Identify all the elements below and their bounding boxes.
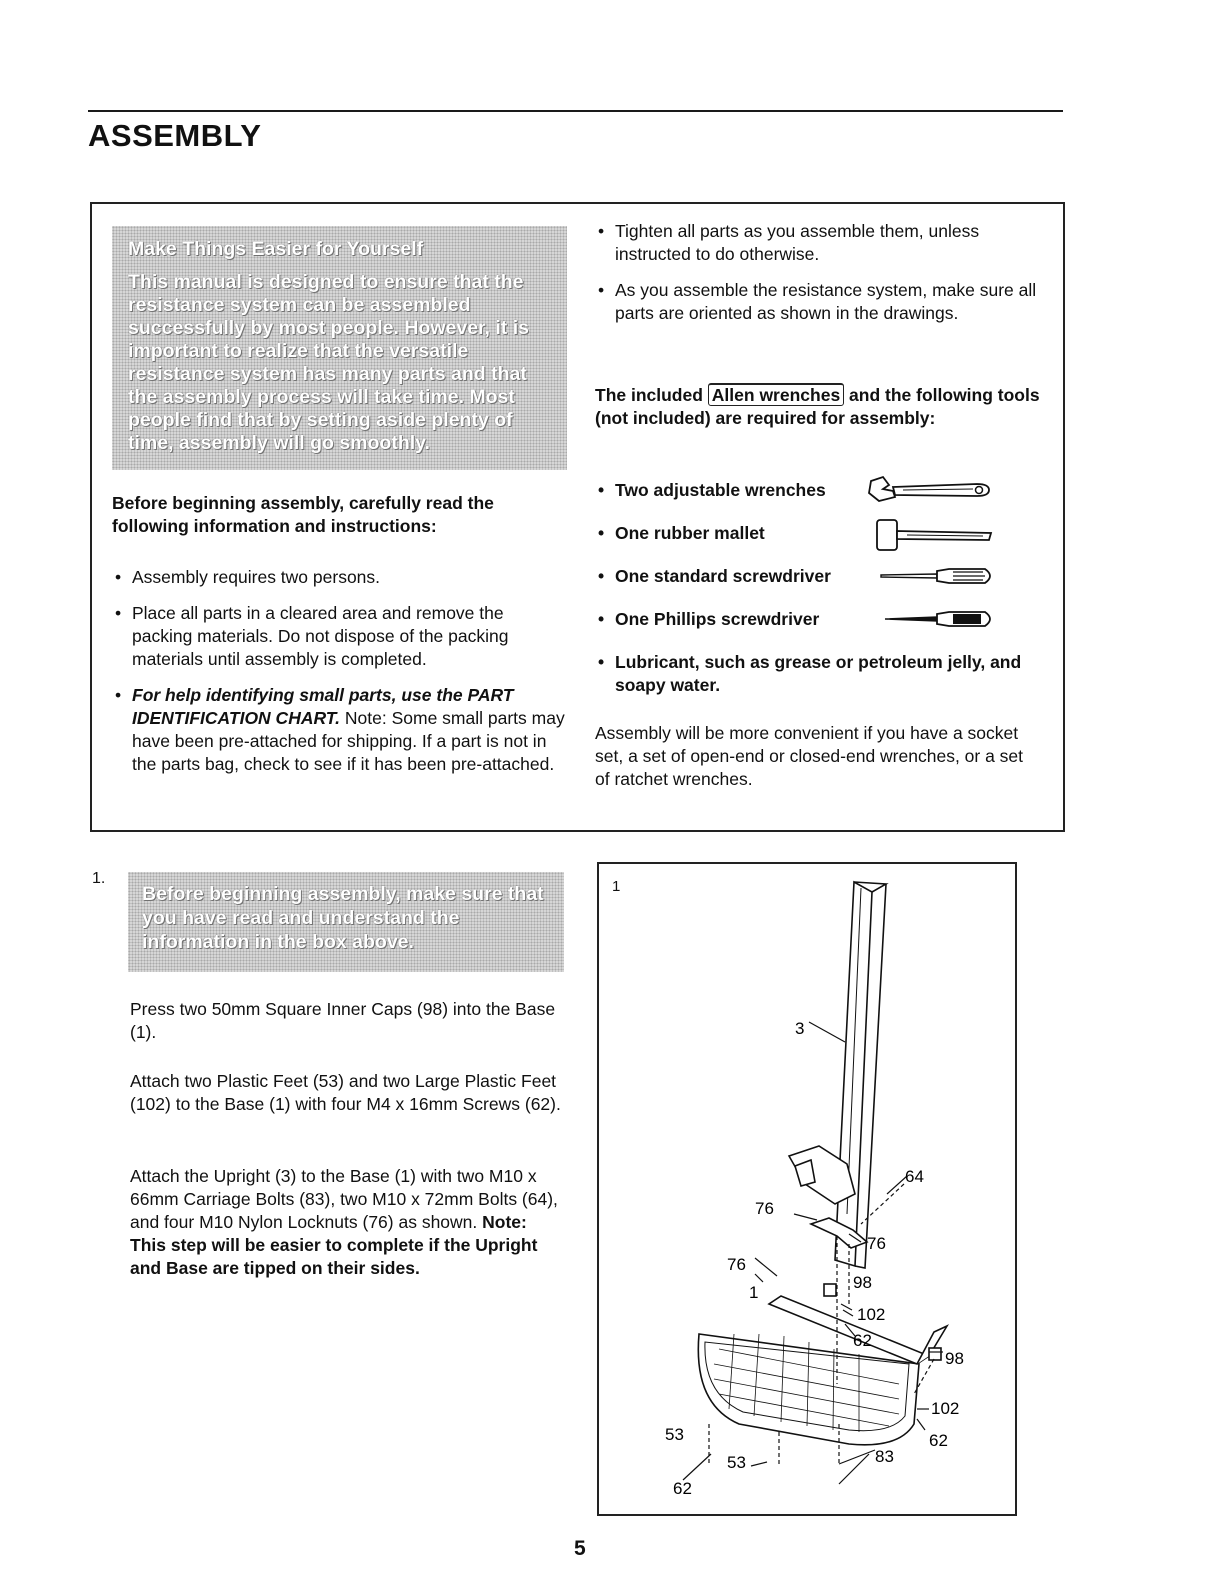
bullet-help-parts [112,684,567,776]
callout-label: 1 [749,1283,759,1302]
tool-phillips-screwdriver: • One Phillips screwdriver [595,608,1040,651]
callout-label: 102 [931,1399,960,1418]
rubber-mallet-icon [865,518,995,552]
callout-label: 83 [875,1447,894,1466]
step-paragraph-caps: Press two 50mm Square Inner Caps (98) into the Base (1). [130,999,556,1042]
page-number: 5 [574,1537,586,1560]
callout-label: 76 [867,1234,886,1253]
callout-label: 64 [905,1167,924,1186]
help-emphasis: For help identifying small parts, use the PART IDENTIFICATION CHART. [132,685,514,728]
callout-label: 53 [665,1425,684,1444]
callout-label: 62 [673,1479,692,1498]
tip-panel [112,226,567,470]
tool-lubricant: • Lubricant, such as grease or petroleum jelly, and soapy water. [595,651,1040,697]
figure-number: 1 [612,878,621,895]
help-rest: Note: Some small parts may have been pre-attached for shipping. If a part is not in the parts bag, check to see if it has been pre-attached. [132,708,565,774]
tools-list [595,479,1040,711]
page-title: ASSEMBLY [88,118,262,153]
adjustable-wrench-icon [865,475,995,505]
assembly-drawing [599,864,1015,1514]
callout-label: 53 [727,1453,746,1472]
bullet-tighten: • Tighten all parts as you assemble them, unless instructed to do otherwise. [595,220,1040,266]
tool-standard-screwdriver: • One standard screwdriver [595,565,1040,608]
step-paragraph-upright: Attach the Upright (3) to the Base (1) with two M10 x 66mm Carriage Bolts (83), two M10 x 72mm Bolts (64), and four M10 Nylon Locknuts (76) as shown. Note: This step will be easier to complete if the Upright and Base are tipped on their sides. [130,1166,558,1278]
bullet-two-persons: • Assembly requires two persons. [112,566,567,589]
before-heading: Before beginning assembly, carefully read the following information and instructions: [112,493,494,536]
standard-screwdriver-icon [865,561,995,591]
tool-adjustable-wrenches: • Two adjustable wrenches [595,479,1040,522]
phillips-screwdriver-icon [865,604,995,634]
tool-rubber-mallet: • One rubber mallet [595,522,1040,565]
callout-label: 98 [853,1273,872,1292]
callout-label: 62 [853,1331,872,1350]
step-number: 1. [92,870,106,887]
callout-label: 98 [945,1349,964,1368]
callout-label: 102 [857,1305,886,1324]
callout-label: 62 [929,1431,948,1450]
callout-label: 3 [795,1019,805,1038]
step-paragraph-feet: Attach two Plastic Feet (53) and two Large Plastic Feet (102) to the Base (1) with four M4 x 16mm Screws (62). [130,1071,561,1114]
step-note-panel: Before beginning assembly, make sure that you have read and understand the information in the box above. [128,872,564,972]
header-rule [88,110,1063,112]
callout-label: 76 [727,1255,746,1274]
allen-wrenches-label: Allen wrenches [708,383,844,406]
left-bullet-list [112,566,567,789]
tip-body: This manual is designed to ensure that the resistance system can be assembled successfully by most people. However, it is important to realize that the versatile resistance system has many parts and that the assembly process will take time. Most people find that by setting aside plenty of time, assembly will go smoothly. [128,271,529,454]
tip-heading: Make Things Easier for Yourself [128,238,424,260]
bullet-cleared-area: • Place all parts in a cleared area and remove the packing materials. Do not dispose of the packing materials until assembly is completed. [112,602,567,671]
tools-intro: The included Allen wrenches and the following tools (not included) are required for assembly: [595,385,1040,428]
bullet-orientation: • As you assemble the resistance system, make sure all parts are oriented as shown in the drawings. [595,279,1040,325]
convenience-note: Assembly will be more convenient if you have a socket set, a set of open-end or closed-end wrenches, or a set of ratchet wrenches. [595,723,1024,789]
right-bullet-list [595,220,1040,338]
callout-label: 76 [755,1199,774,1218]
assembly-figure [597,862,1017,1516]
